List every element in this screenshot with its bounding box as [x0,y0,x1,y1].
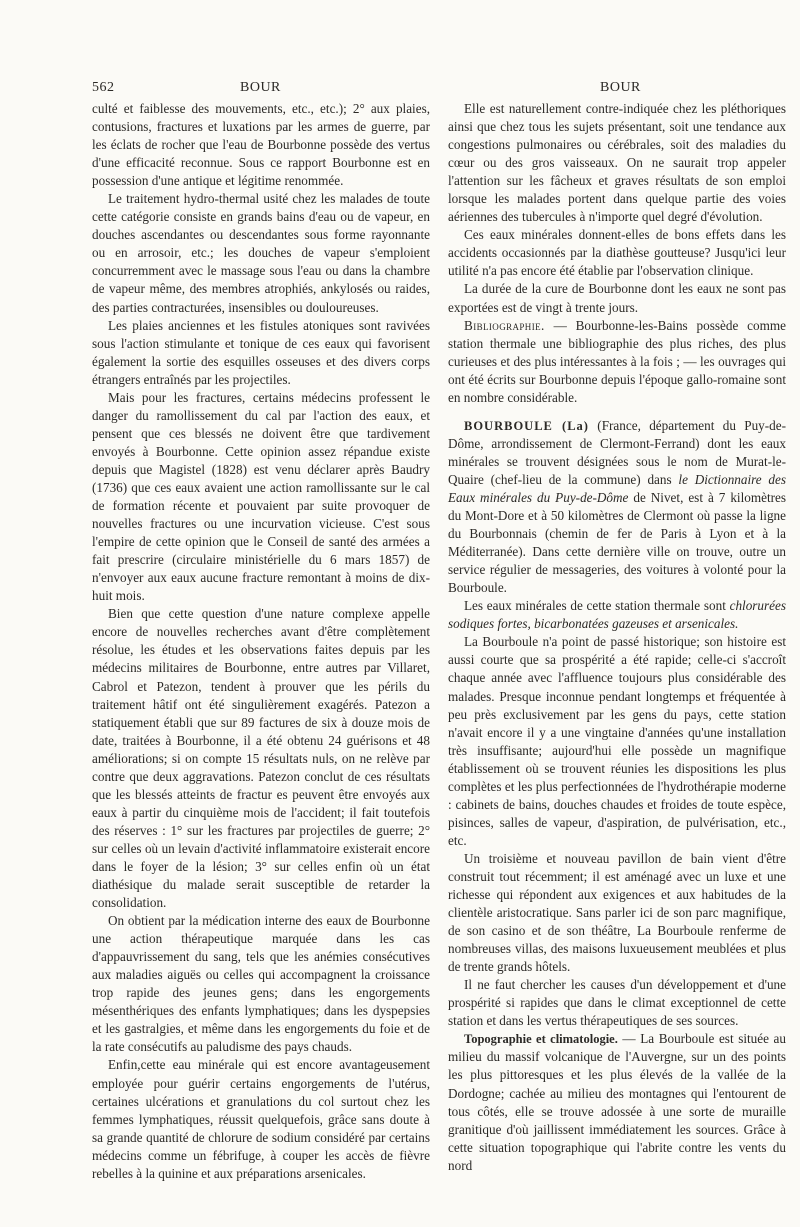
paragraph: On obtient par la médication interne des eaux de Bourbonne une action thérapeutique marquée dans les cas d'appauvrissement du sang, tels que les anémies consécutives aux maladies aiguës ou celles qui accompagnent la croissance trop rapide des jeunes gens; dans les engorgements mésenthériques des enfants lymphatiques; dans les dyspepsies et les gastralgies, et même dans les engorgements du foie et de la rate consécutifs au paludisme des pays chauds. [92,913,430,1055]
paragraph: La Bourboule n'a point de passé historique; son histoire est aussi courte que sa prospérité a été rapide; celle-ci s'accroît chaque année avec l'affluence toujours plus considérable des malades. Presque inconnue pendant longtemps et fréquentée à peu près exclusivement par les gens du pays, cette station n'avait encore il y a une vingtaine d'années qu'une installation très insuffisante; aujourd'hui elle possède un magnifique établissement où se trouvent réunies les dispositions les plus complètes et les plus perfectionnées de l'hydrothérapie moderne : cabinets de bains, douches chaudes et froides de toute espèce, pisinces, salles de vapeur, d'aspiration, de pulvérisation, etc., etc. [448,634,786,848]
paragraph: Bien que cette question d'une nature complexe appelle encore de nouvelles recherches avant d'être complètement résolue, les études et les observations faites depuis par les médecins militaires de Bourbonne, entre autres par Villaret, Cabrol et Patezon, tendent à prouver que les périls du traitement hâtif ont été singulièrement exagérés. Patezon a statiquement établi que sur 89 factures de six à douze mois de date, traitées à Bourbonne, il a été obtenu 24 guérisons et 48 améliorations; si on compte 15 résultats nuls, on ne relève par contre que deux aggravations. Patezon conclut de ces résultats que les blessés atteints de fractur es peuvent être envoyés aux eaux à partir du cinquième mois de l'accident; il fait toutefois des réserves : 1° sur les fractures par projectiles de guerre; 2° sur celles où un levain d'activité inflammatoire existerait encore dans le foyer de la lésion; 3° sur celles enfin où un état diathésique du malade serait susceptible de retarder la consolidation. [92,606,430,911]
running-header [92,80,780,102]
paragraph: Un troisième et nouveau pavillon de bain vient d'être construit tout récemment; il est aménagé avec un luxe et une richesse qui répondent aux exigences et aux habitudes de la clientèle aristocratique. Sans parler ici de son parc magnifique, de son casino et de son théâtre, La Bourboule renferme de nombreuses villas, des maisons luxueusement meublées et plus de trente grands hôtels. [448,850,786,975]
bibliography-paragraph [448,317,786,407]
left-running-head: BOUR [240,80,281,95]
paragraph-text: Les eaux minérales de cette station thermale sont [464,598,730,614]
left-column [92,100,430,1183]
paragraph: Enfin,cette eau minérale qui est encore avantageusement employée pour guérir certains engorgements de l'utérus, certaines ulcérations et granulations du col surtout chez les femmes lymphatiques, réussit quelquefois, grâce sans doute à sa grande quantité de chlorure de sodium considéré par certains médecins comme un fébrifuge, à couper les accès de fièvre rebelles à la quinine et aux préparations arsenicales. [92,1057,430,1181]
entry-citation: le Dictionnaire des Eaux minérales du Puy-de-Dôme [448,471,787,505]
right-column [448,100,786,1175]
topography-text: — La Bourboule est située au milieu du massif volcanique de l'Auvergne, sur un des points les plus pittoresques et les plus élevés de la vallée de la Dordogne; cachée au milieu des montagnes qui l'entourent de tous côtés, elle se trouve adossée à une sorte de muraille granitique d'où jaillissent immédiatement les sources. Grâce à cette situation topographique qui l'abrite contre les vents du nord [448,1031,786,1173]
paragraph: La durée de la cure de Bourbonne dont les eaux ne sont pas exportées est de vingt à trente jours. [448,281,786,315]
entry-text: de Nivet, est à 7 kilomètres du Mont-Dore et à 50 kilomètres de Clermont où passe la ligne du Bourbonnais (chemin de fer de Paris à Lyon et à la Méditerranée). Dans cette dernière ville on trouve, outre un service régulier de messageries, des voitures à volonté pour la Bourboule. [448,489,786,596]
entry-headword: BOURBOULE (La) [464,418,589,433]
bibliography-text: — Bourbonne-les-Bains possède comme station thermale une bibliographie des plus riches, des plus curieuses et des plus intéressantes à la fois ; — les ouvrages qui ont été écrits sur Bourbonne depuis l'époque gallo-romaine sont en nombre considérable. [448,317,786,405]
topography-paragraph [448,1030,786,1174]
page-number: 562 [92,80,115,95]
paragraph [448,597,786,633]
bibliography-label: Bibliographie. [464,317,545,333]
topography-subheading: Topographie et climatologie. [464,1032,618,1047]
paragraph: Les plaies anciennes et les fistules atoniques sont ravivées sous l'action stimulante et tonique de ces eaux qui favorisent également la sortie des esquilles osseuses et des divers corps étrangers entraînés par les projectiles. [92,317,430,387]
entry-text: (France, département du Puy-de-Dôme, arrondissement de Clermont-Ferrand) dont les eaux minérales se trouvent désignées sous le nom de Murat-le-Quaire (chef-lieu de la commune) dans [448,417,786,487]
paragraph: Elle est naturellement contre-indiquée chez les pléthoriques ainsi que chez tous les sujets présentant, soit une tendance aux congestions pulmonaires ou cérébrales, soit des maladies du cœur ou des gros vaisseaux. On ne saurait trop appeler l'attention sur les fâcheux et graves résultats de son emploi lorsque les malades portent dans quelque partie des voies aériennes des tubercules à n'importe quel degré d'évolution. [448,101,786,225]
right-running-head: BOUR [600,80,641,95]
paragraph: Le traitement hydro-thermal usité chez les malades de toute cette catégorie consiste en grands bains d'eau ou de vapeur, en douches ascendantes ou descendantes sous forme rayonnante ou en arrosoir, etc.; les douches de vapeur s'emploient concurremment avec le massage sous l'eau ou dans la chambre de vapeur même, des membres atrophiés, ankylosés ou raides, des parties contracturées, insensibles ou douloureuses. [92,191,430,315]
water-classification: chlorurées sodiques fortes, bicarbonatées gazeuses et arsenicales. [448,598,786,632]
paragraph: Ces eaux minérales donnent-elles de bons effets dans les accidents occasionnés par la diathèse goutteuse? Jusqu'ici leur utilité n'a pas encore été établie par l'observation clinique. [448,227,786,279]
paragraph: culté et faiblesse des mouvements, etc., etc.); 2° aux plaies, contusions, fractures et luxations par les armes de guerre, par les éclats de rocher que l'eau de Bourbonne possède des vertus d'une efficacité reconnue. Sous ce rapport Bourbonne est en possession d'une antique et légitime renommée. [92,101,430,189]
dictionary-entry [448,417,786,597]
paragraph: Il ne faut chercher les causes d'un développement et d'une prospérité si rapides que dans le climat exceptionnel de cette station et dans les vertus thérapeutiques de ses sources. [448,977,786,1029]
paragraph: Mais pour les fractures, certains médecins professent le danger du ramollissement du cal par l'action des eaux, et pensent que ces blessés ne doivent être que tardivement envoyés à Bourbonne. Cette opinion assez répandue existe depuis que Magistel (1828) est venu déclarer après Baudry (1736) que ces eaux avaient une action ramollissante sur le cal de formation récente et pouvaient par suite provoquer de nouvelles fractures ou une incurvation vicieuse. C'est sous l'empire de cette opinion que le Conseil de santé des armées a fait prescrire (circulaire ministérielle du 6 mars 1857) de n'envoyer aux eaux aucune fracture remontant à moins de dix-huit mois. [92,389,430,604]
